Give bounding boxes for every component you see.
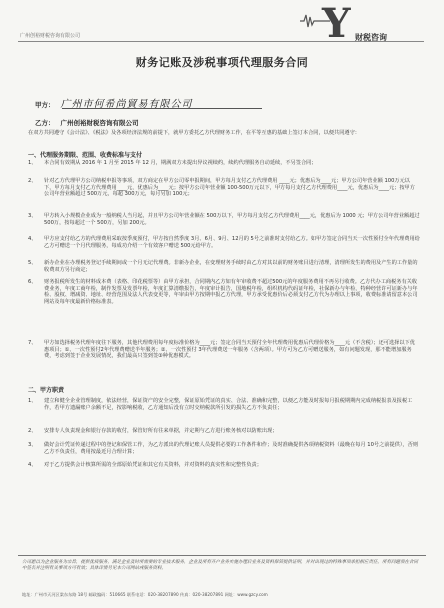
logo-text: 财税咨询 (355, 33, 387, 42)
s1-item-text: 甲方转入小规模企业成为一般纳税人当月起，并且甲方公司年营业额在 500万以下，甲方每月支付乙方代理费用____元，优惠后为 1000 元；甲方公司年营业额超过 500万，按每超过一个 500万，另加 200元。 (44, 213, 420, 226)
s1-item-text: 针对乙方代理甲方公司纳税申报等事项，双方商定在甲方公司零申报期间，甲方每月支付乙方代理费用 ____元；优惠后为____元；甲方公司年营业额 100万元以下，甲方每月支付乙方代理费用____元，优惠后为____元；按甲方公司年营业额 100-500万元以下，甲方每月支付乙方代理费用____元，优惠后为____元；按甲方公司年营业额超过 500万元，每超 300万元，每月另加 100元； (44, 178, 415, 198)
section2-title: 二、甲方职责 (28, 387, 65, 394)
contract-title: 财务记账及涉税事项代理服务合同 (135, 56, 309, 69)
s1-item-text: 财务报税所发生的材料成本费（表格、印花税票等）由甲方承担，合同期内乙方如有年审收费不超过500元的年度服务费用不再另行收费。乙方代办工商税务有关收费业务，年度工商年检，制作发票及发票年检，年度汇算清缴报告，年度审计报告，国地税年检，组织机构代码证年检，社保新办与年检，特种经营许可证新办与年检、股权、增减资、地址、经营范围及法人代表变更等，年审由甲方按期申报乙方代理，甲方承受优惠价后必须支付乙方代为办理以上事项，收费标准请留意本公司网站及每年度最新价格标准表。 (44, 279, 418, 305)
company-logo (300, 0, 430, 48)
footer-text: 公司愿以为企业服务为宗旨，提供优质服务，满足企业及时所需要的专业技术服务，企业及所有开户业务实施办理后业务及资料保管提供证明，并对出现过的特殊事项承担相应责任。所有问题须在合同中签名并注明有关事项方可有效；具体详情另见本公司网站或服务资料。 (22, 560, 418, 571)
party-b-value: 广州创裕财税咨询有限公司 (60, 119, 139, 127)
header-company: 广州创裕财税咨询有限公司 (20, 33, 81, 39)
s1-item-num: 6、 (28, 279, 37, 285)
section1-title: 一、代理服务期限、范围、收费标准与支付 (28, 152, 143, 159)
s1-item-num: 1、 (28, 160, 37, 166)
s1-item-num: 2、 (28, 178, 37, 184)
party-b (35, 118, 139, 127)
party-a-label: 甲方： (35, 101, 55, 109)
s2-item-text: 建立和健全企业管理制度，依法经营，保证资产的安全完整，保证原始凭证的真实、合法、准确和完整，以便乙方能及时报每月报税期期内完成纳税报表及报税工作，若甲方遗漏账户余额不足，按影响税收，乙方通知后没有立时交纳税款所引发的损失乙方不负责任； (44, 398, 413, 411)
s2-item-text: 安排专人负责现金和银行存款的收付，保管好所有往来单据，并定期与乙方进行账务核对以防账出现； (44, 428, 278, 434)
party-a-underline (62, 108, 262, 109)
s2-item-num: 4、 (28, 462, 37, 468)
s1-item-text: 新办企业在办理税务登记手续期间或一个月无记代理费。非新办企业，在变理财务手续时由乙方对其以前的财务账目进行清理，清理所发生的费用及产生的工作量的收费双方另行商定； (44, 260, 418, 273)
s1-item-text: 本合同有效期从 2016 年 1 月至 2015 年 12 月，期满双方未提出异议视续约，续约代理服务自动延续，不另签合同； (44, 160, 317, 166)
party-a-value: 广州市何希尚貿易有限公司 (60, 99, 193, 110)
s2-item-text: 对于乙方提供会计核算所需的全部原始凭证和其它有关资料，并对资料的真实性和完整性负责； (44, 462, 262, 468)
s1-item-num: 4、 (28, 236, 37, 242)
s2-item-num: 3、 (28, 442, 37, 448)
logo-letter: Y (322, 0, 351, 47)
s1-item-text: 甲方如选择税务代理年度往下服务，其他代理费用每年度标准价格为____元；签定合同当天预付全年代理费用优惠后代理价格为____元（不含税）；还可选择以下优惠项目；①、一次性预付2年代理费赠送半年服务；②、一次性预付 3年代理费送一年服务（含两项）。甲方可为乙方可赠送服务，如有问题发现，那不能增加服务费，考虑到签于企业发展情况，我们最高只签到签③种优惠模式。 (44, 340, 415, 360)
intro-paragraph: 在双方共同遵守《会计法》、《税法》及各项经济法规的前提下，就甲方委托乙方代理财务工作，在平等互惠的基础上签订本合同，以便共同遵守： (28, 130, 360, 136)
s2-item-num: 1、 (28, 398, 37, 404)
s1-item-text: 甲方应支付给乙方的代理费用采取按季度预付，甲方按自然季度 3月、6月、9月、12月的 5号之前准时支付给乙方。如甲方签定合同当天一次性预付全年代理费用给乙方可赠送一个月代理服务，每成功介绍一个有效客户赠送 500元给甲方。 (44, 236, 420, 249)
s1-item-num: 3、 (28, 213, 37, 219)
party-b-label: 乙方： (35, 119, 55, 127)
s1-item-num: 7、 (28, 340, 37, 346)
footer-contact: 地址：广州市天河区棠东东路 18号 邮政编码：510665 联系电话：020-38207890 传真：020-38207891 网址：www.gzcy.com (22, 592, 268, 597)
s1-item-num: 5、 (28, 260, 37, 266)
s2-item-num: 2、 (28, 428, 37, 434)
s2-item-text: 做好会计凭证传递过程中的登记和保管工作，为乙方派出的代理记账人员提供必要的工作条件和作；及时准确提供各项纳税资料（最晚在每月 10号之前提供），否则乙方不负责任，费用按最近月合理计算； (44, 442, 418, 455)
